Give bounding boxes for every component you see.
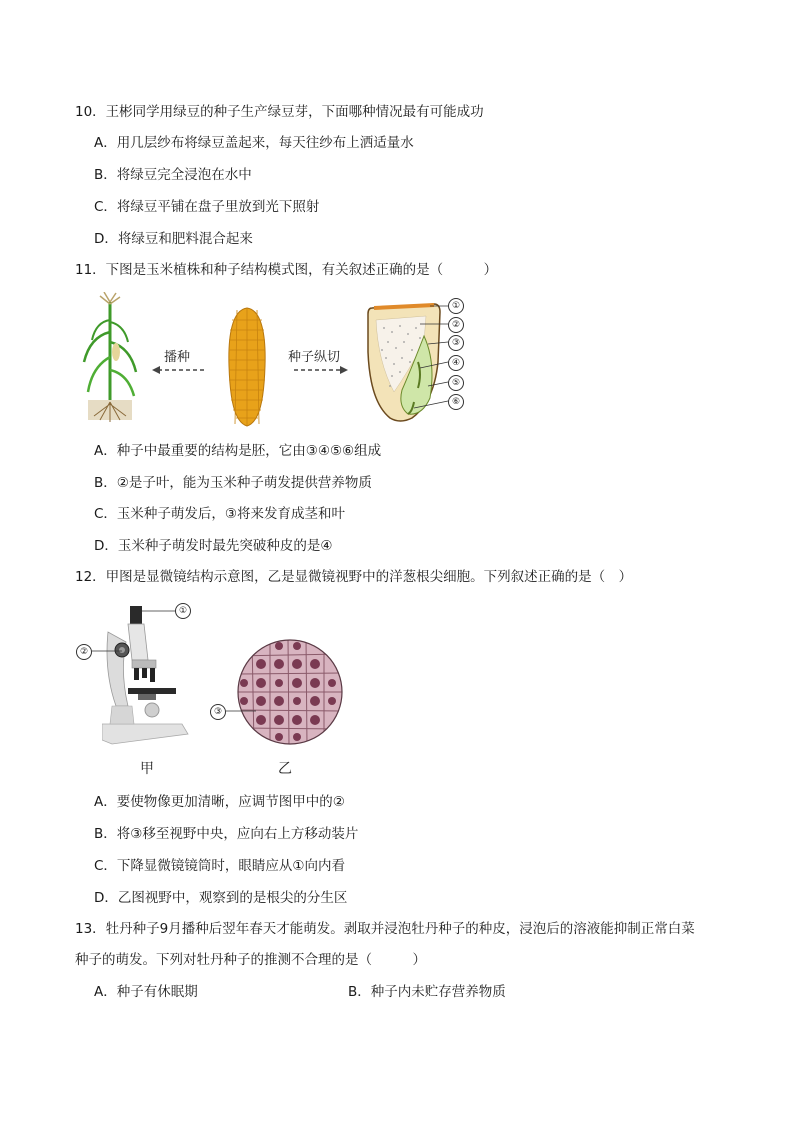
microscope-marker-1: ①	[175, 603, 191, 619]
sowing-label: 播种	[164, 350, 191, 365]
seed-marker-5: ⑤	[448, 375, 464, 391]
question-11-option-d: D．玉米种子萌发时最先突破种皮的是④	[94, 538, 333, 554]
question-10-stem: 10．王彬同学用绿豆的种子生产绿豆芽，下面哪种情况最有可能成功	[75, 104, 484, 120]
corn-cob-illustration	[226, 306, 268, 428]
question-12-option-b: B．将③移至视野中央，应向右上方移动装片	[94, 826, 359, 842]
question-10-option-c: C．将绿豆平铺在盘子里放到光下照射	[94, 199, 320, 215]
seed-marker-2: ②	[448, 317, 464, 333]
right-arrow-icon	[292, 364, 348, 376]
microscope-figure	[72, 598, 372, 780]
question-12-option-a: A．要使物像更加清晰，应调节图甲中的②	[94, 794, 345, 810]
longitudinal-cut-label: 种子纵切	[288, 350, 341, 365]
question-13-stem-line1: 13．牡丹种子9月播种后翌年春天才能萌发。剥取并浸泡牡丹种子的种皮，浸泡后的溶液能抑制正常白菜	[75, 921, 695, 937]
question-10-option-a: A．用几层纱布将绿豆盖起来，每天往纱布上洒适量水	[94, 135, 414, 151]
microscope-illustration	[102, 602, 192, 748]
cell-marker-3: ③	[210, 704, 226, 720]
question-13-option-a: A．种子有休眠期	[94, 984, 198, 1000]
seed-marker-6: ⑥	[448, 394, 464, 410]
question-10-option-d: D．将绿豆和肥料混合起来	[94, 231, 253, 247]
leader-line-3	[226, 708, 256, 714]
question-13-option-b: B．种子内未贮存营养物质	[348, 984, 506, 1000]
question-11-option-b: B．②是子叶，能为玉米种子萌发提供营养物质	[94, 475, 372, 491]
figure-caption-yi: 乙	[278, 761, 292, 777]
leader-line-2	[92, 648, 122, 654]
left-arrow-icon	[152, 364, 208, 376]
question-13-stem-line2: 种子的萌发。下列对牡丹种子的推测不合理的是（ ）	[75, 952, 426, 968]
question-12-option-c: C．下降显微镜镜筒时，眼睛应从①向内看	[94, 858, 346, 874]
question-11-option-a: A．种子中最重要的结构是胚，它由③④⑤⑥组成	[94, 443, 382, 459]
root-tip-cells-illustration	[236, 638, 344, 746]
microscope-marker-2: ②	[76, 644, 92, 660]
corn-figure	[80, 292, 480, 432]
seed-marker-3: ③	[448, 335, 464, 351]
question-11-option-c: C．玉米种子萌发后，③将来发育成茎和叶	[94, 506, 346, 522]
figure-caption-jia: 甲	[140, 761, 154, 777]
question-11-stem: 11．下图是玉米植株和种子结构模式图，有关叙述正确的是（ ）	[75, 262, 498, 278]
leader-line-1	[142, 608, 178, 614]
question-12-stem: 12．甲图是显微镜结构示意图，乙是显微镜视野中的洋葱根尖细胞。下列叙述正确的是（ ）	[75, 569, 633, 585]
corn-plant-illustration	[80, 292, 140, 427]
question-12-option-d: D．乙图视野中，观察到的是根尖的分生区	[94, 890, 348, 906]
seed-marker-4: ④	[448, 355, 464, 371]
question-10-option-b: B．将绿豆完全浸泡在水中	[94, 167, 252, 183]
seed-marker-1: ①	[448, 298, 464, 314]
